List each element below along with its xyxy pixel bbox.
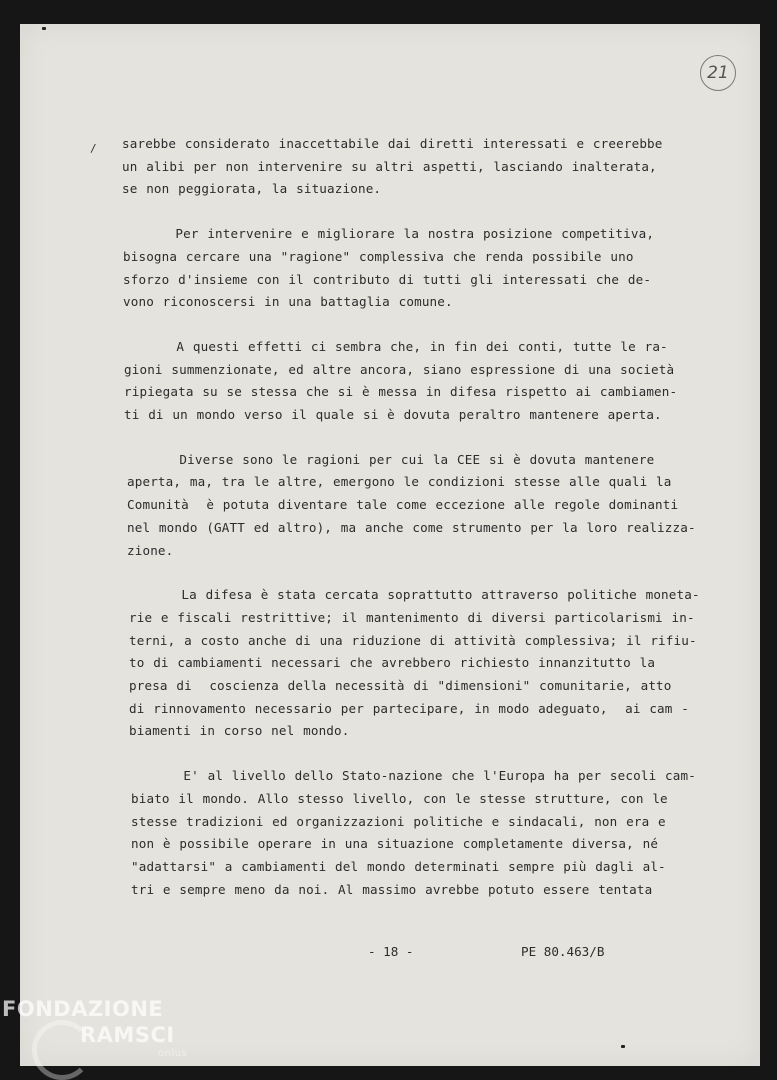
- text-line: gioni summenzionate, ed altre ancora, siano espressione di una società: [124, 361, 675, 377]
- text-line: nel mondo (GATT ed altro), ma anche come strumento per la loro realizza-: [127, 519, 696, 535]
- text-line: bisogna cercare una "ragione" complessiva che renda possibile uno: [123, 248, 634, 264]
- text-line: E' al livello dello Stato-nazione che l'Europa ha per secoli cam-: [131, 768, 696, 784]
- text-line: tri e sempre meno da noi. Al massimo avrebbe potuto essere tentata: [131, 881, 653, 897]
- handwritten-page-mark: 21: [700, 55, 736, 91]
- text-line: terni, a costo anche di una riduzione di attività complessiva; il rifiu-: [129, 632, 697, 648]
- text-line: Diverse sono le ragioni per cui la CEE si è dovuta mantenere: [127, 451, 655, 467]
- scan-speck: [621, 1045, 625, 1048]
- watermark-line2: RAMSCI: [80, 1023, 175, 1047]
- text-line: La difesa è stata cercata soprattutto attraverso politiche moneta-: [129, 587, 700, 603]
- text-line: zione.: [127, 542, 174, 558]
- text-line: non è possibile operare in una situazione completamente diversa, né: [131, 836, 659, 852]
- text-line: vono riconoscersi in una battaglia comune.: [123, 294, 453, 310]
- text-line: to di cambiamenti necessari che avrebbero richiesto innanzitutto la: [129, 655, 656, 671]
- paragraph: [129, 584, 702, 743]
- text-line: se non peggiorata, la situazione.: [122, 181, 382, 197]
- paragraph: [131, 765, 702, 901]
- document-body: [122, 133, 702, 923]
- text-line: Per intervenire e migliorare la nostra posizione competitiva,: [123, 226, 655, 242]
- watermark-g-logo-icon: [32, 1020, 92, 1080]
- text-line: un alibi per non intervenire su altri aspetti, lasciando inalterata,: [122, 158, 657, 174]
- scan-speck: [42, 27, 46, 30]
- paragraph: [124, 336, 702, 427]
- page-number: - 18 -: [368, 944, 414, 959]
- text-line: Comunità è potuta diventare tale come eccezione alle regole dominanti: [127, 497, 679, 513]
- paragraph: [127, 449, 702, 563]
- text-line: ripiegata su se stessa che si è messa in difesa rispetto ai cambiamen-: [124, 384, 678, 400]
- text-line: biamenti in corso nel mondo.: [129, 723, 350, 739]
- text-line: presa di coscienza della necessità di "dimensioni" comunitarie, atto: [129, 678, 672, 694]
- text-line: "adattarsi" a cambiamenti del mondo determinati sempre più dagli al-: [131, 858, 666, 874]
- text-line: biato il mondo. Allo stesso livello, con le stesse strutture, con le: [131, 790, 668, 806]
- text-line: ti di un mondo verso il quale si è dovuta peraltro mantenere aperta.: [124, 407, 662, 423]
- paragraph: [122, 133, 702, 201]
- document-reference: PE 80.463/B: [521, 944, 605, 959]
- text-line: A questi effetti ci sembra che, in fin dei conti, tutte le ra-: [124, 338, 668, 354]
- text-line: aperta, ma, tra le altre, emergono le condizioni stesse alle quali la: [127, 474, 672, 490]
- watermark-line1: FONDAZIONE: [2, 997, 164, 1021]
- watermark-line3: onlus: [158, 1048, 188, 1059]
- text-line: di rinnovamento necessario per partecipare, in modo adeguato, ai cam -: [129, 700, 689, 716]
- margin-tick: /: [90, 142, 97, 155]
- text-line: sarebbe considerato inaccettabile dai diretti interessati e creerebbe: [122, 136, 663, 151]
- archive-watermark: [2, 996, 188, 1059]
- paragraph: [123, 223, 702, 314]
- text-line: stesse tradizioni ed organizzazioni politiche e sindacali, non era e: [131, 813, 666, 829]
- text-line: rie e fiscali restrittive; il mantenimento di diversi particolarismi in-: [129, 609, 695, 625]
- text-line: sforzo d'insieme con il contributo di tutti gli interessati che de-: [123, 271, 652, 287]
